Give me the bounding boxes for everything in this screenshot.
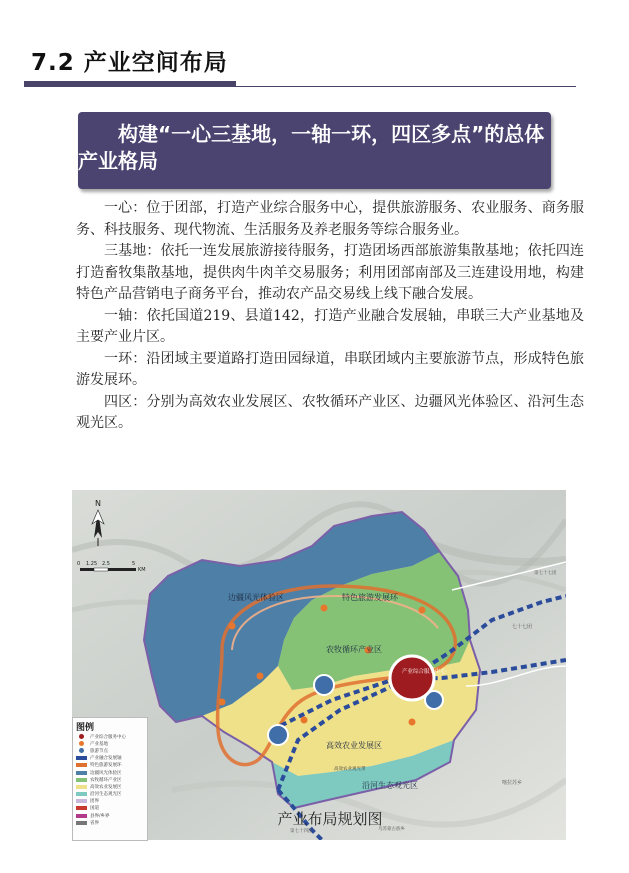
paragraph-one-ring: 一环：沿团域主要道路打造田园绿道，串联团域内主要旅游节点，形成特色旅游发展环。: [76, 350, 584, 388]
section-divider: [24, 86, 576, 87]
legend-item: [73, 791, 147, 798]
legend-swatch: [76, 785, 87, 789]
legend-label: 旅游节点: [90, 748, 108, 754]
industry-base-point: [419, 607, 426, 614]
scale-tick: 0: [77, 561, 81, 567]
section-title: 7.2 产业空间布局: [31, 50, 228, 76]
legend-label: 产业融合发展轴: [90, 756, 122, 762]
legend-label: 边疆风光体验区: [90, 770, 122, 776]
label-border-zone: 边疆风光体验区: [228, 593, 284, 602]
legend-swatch: [79, 741, 84, 746]
legend-item: [73, 755, 147, 762]
tourism-node-southwest: [268, 725, 288, 745]
legend-item: [73, 783, 147, 790]
industry-base-point: [219, 699, 226, 706]
tourism-node-west: [314, 675, 334, 695]
legend-label: 特色旅游发展环: [90, 763, 122, 769]
legend-swatch: [76, 771, 87, 775]
legend-label: 团界: [90, 799, 99, 805]
label-regiment-77: 第七十七团: [534, 571, 557, 576]
heading-banner-text: 构建“一心三基地，一轴一环，四区多点”的总体产业格局: [78, 122, 545, 173]
industry-base-point: [409, 719, 416, 726]
legend-item: [73, 769, 147, 776]
label-river-zone: 沿河生态观光区: [362, 781, 418, 790]
legend-swatch: [79, 748, 84, 753]
industry-base-point: [321, 605, 328, 612]
paragraph-four-zones: 四区：分别为高效农业发展区、农牧循环产业区、边疆风光体验区、沿河生态观光区。: [76, 393, 584, 431]
map-caption: 产业布局规划图: [277, 810, 383, 828]
legend-swatch: [76, 756, 87, 760]
label-service-center: 产业综合服务中心: [402, 669, 447, 675]
legend-swatch: [76, 806, 87, 810]
legend-label: 县界/乡界: [90, 813, 110, 819]
label-bottom-town: 第七十四团: [290, 829, 313, 834]
label-agro-zone: 农牧循环产业区: [326, 645, 382, 654]
legend-item: [73, 798, 147, 805]
legend-label: 国道: [90, 806, 99, 812]
legend-item: [73, 740, 147, 747]
legend-item: [73, 776, 147, 783]
industry-base-point: [257, 673, 264, 680]
legend-label: 产业综合服务中心: [90, 734, 126, 740]
paragraph-one-center: 一心：位于团部，打造产业综合服务中心，提供旅游服务、农业服务、商务服务、科技服务、现代物流、生活服务及养老服务等综合服务业。: [76, 200, 584, 238]
legend-item: [73, 747, 147, 754]
paragraph-one-axis: 一轴：依托国道219、县道142，打造产业融合发展轴，串联三大产业基地及主要产业片区。: [76, 307, 584, 345]
label-town-77: 七十七团: [512, 624, 533, 630]
industry-base-point: [301, 717, 308, 724]
label-river-belt: 高效农业观光带: [334, 767, 366, 772]
legend-swatch: [79, 734, 84, 739]
legend-label: 省界: [90, 820, 99, 826]
legend-swatch: [76, 799, 87, 803]
legend-swatch: [76, 814, 87, 818]
paragraph-three-bases: 三基地：依托一连发展旅游接待服务，打造团场西部旅游集散基地；依托四连打造畜牧集散基地，提供肉牛肉羊交易服务；利用团部南部及三连建设用地，构建特色产品营销电子商务平台，推动农产品交易线上线下融合发展。: [76, 243, 584, 302]
scale-tick: 5: [132, 561, 136, 567]
label-tourism-ring: 特色旅游发展环: [342, 593, 398, 602]
legend-swatch: [76, 778, 87, 782]
legend-item: [73, 762, 147, 769]
legend-item: [73, 805, 147, 812]
legend-label: 沿河生态观光区: [90, 792, 122, 798]
scale-unit: KM: [138, 567, 146, 573]
label-bottom-township: 乌苏蒙古族乡: [378, 827, 405, 832]
legend-swatch: [76, 821, 87, 825]
legend-swatch: [76, 763, 87, 767]
legend-label: 农牧循环产业区: [90, 777, 122, 783]
scale-bar: [80, 568, 136, 571]
legend-title: 图例: [76, 723, 95, 733]
legend-label: 产业基地: [90, 741, 108, 747]
scale-tick: 1.25: [86, 561, 98, 567]
legend-label: 高效农业发展区: [90, 784, 122, 790]
map-legend: [72, 717, 148, 841]
label-efficient-zone: 高效农业发展区: [326, 741, 382, 750]
legend-swatch: [76, 792, 87, 796]
label-kala-township: 喀拉苏乡: [502, 780, 523, 786]
scale-tick: 2.5: [102, 561, 110, 567]
legend-item: [73, 733, 147, 740]
body-text: [76, 198, 584, 435]
legend-item: [73, 819, 147, 826]
service-center-marker: [390, 656, 434, 700]
legend-item: [73, 812, 147, 819]
north-label: N: [95, 499, 101, 508]
industry-base-point: [229, 623, 236, 630]
